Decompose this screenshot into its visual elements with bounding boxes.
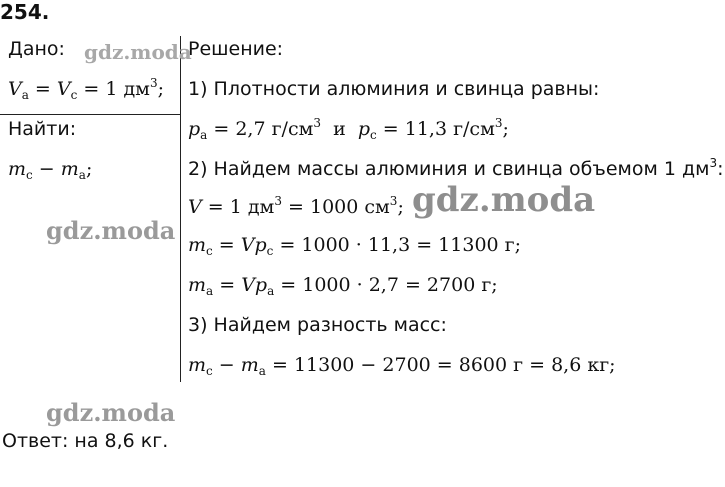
value: = 1 дм [77,78,150,100]
end: : [717,158,724,180]
watermark: gdz.moda [84,40,192,64]
end: ; [85,158,93,180]
given-divider [0,114,180,115]
sub-c: с [266,244,274,258]
sub-c: с [206,244,213,258]
pow: 3 [389,194,398,208]
column-divider [180,36,181,382]
eq: = [212,234,241,256]
var-m: m [188,274,207,296]
eq: = [213,274,242,296]
end: ; [397,196,404,218]
pow: 3 [313,116,321,130]
solution-step1: 1) Плотности алюминия и свинца равны: [188,78,600,100]
value: = 1000 см [281,196,390,218]
given-volume [8,76,164,102]
value: = 1000 · 11,3 = 11300 г; [273,234,522,256]
difference-line [188,354,616,378]
given-label: Дано: [8,38,65,60]
sub-c: с [206,364,213,378]
watermark: gdz.moda [46,216,176,245]
var-m: m [188,354,207,376]
value: = 2,7 г/см [207,118,314,140]
sub-a: а [21,88,29,102]
end: ; [157,78,165,100]
mass-lead-line [188,234,521,258]
pow: 3 [709,156,718,170]
var-p: p [357,118,370,140]
find-label: Найти: [8,118,77,140]
var-m: m [60,158,79,180]
find-expression [8,158,92,182]
volume-line [188,194,404,218]
sub-a: а [78,168,86,182]
value: = 1 дм [201,196,275,218]
sub-a: а [258,364,266,378]
value: = 11,3 г/см [376,118,495,140]
var-v: V [188,196,202,218]
eq: = [28,78,57,100]
var-v-c: V [56,78,71,100]
sub-a: а [267,284,275,298]
value: = 1000 · 2,7 = 2700 г; [274,274,498,296]
sub-a: а [206,284,214,298]
op: − [32,158,61,180]
value: = 11300 − 2700 = 8600 г = 8,6 кг; [265,354,616,376]
var-p: p [254,274,268,296]
mass-aluminium-line [188,274,498,298]
var-p: p [188,118,201,140]
problem-number: 254. [0,0,50,24]
op: − [212,354,241,376]
step2-text: 2) Найдем массы алюминия и свинца объемом 1 дм [188,158,710,180]
pow: 3 [494,116,503,130]
var-m: m [8,158,27,180]
var-v: V [241,274,255,296]
sub-a: а [200,128,208,142]
var-m: m [240,354,259,376]
watermark: gdz.moda [412,180,596,220]
var-m: m [188,234,207,256]
watermark: gdz.moda [46,398,176,427]
solution-step3: 3) Найдем разность масс: [188,314,447,336]
sub-c: с [70,88,78,102]
answer-text: Ответ: на 8,6 кг. [2,430,169,452]
pow: 3 [149,76,158,90]
mid: и [321,118,358,140]
solution-label: Решение: [188,38,284,60]
pow: 3 [274,194,282,208]
density-line [188,116,509,142]
sub-c: с [26,168,33,182]
var-p: p [254,234,267,256]
var-v-a: V [8,78,22,100]
solution-step2 [188,156,723,180]
end: ; [502,118,509,140]
sub-c: с [370,128,377,142]
var-v: V [240,234,255,256]
